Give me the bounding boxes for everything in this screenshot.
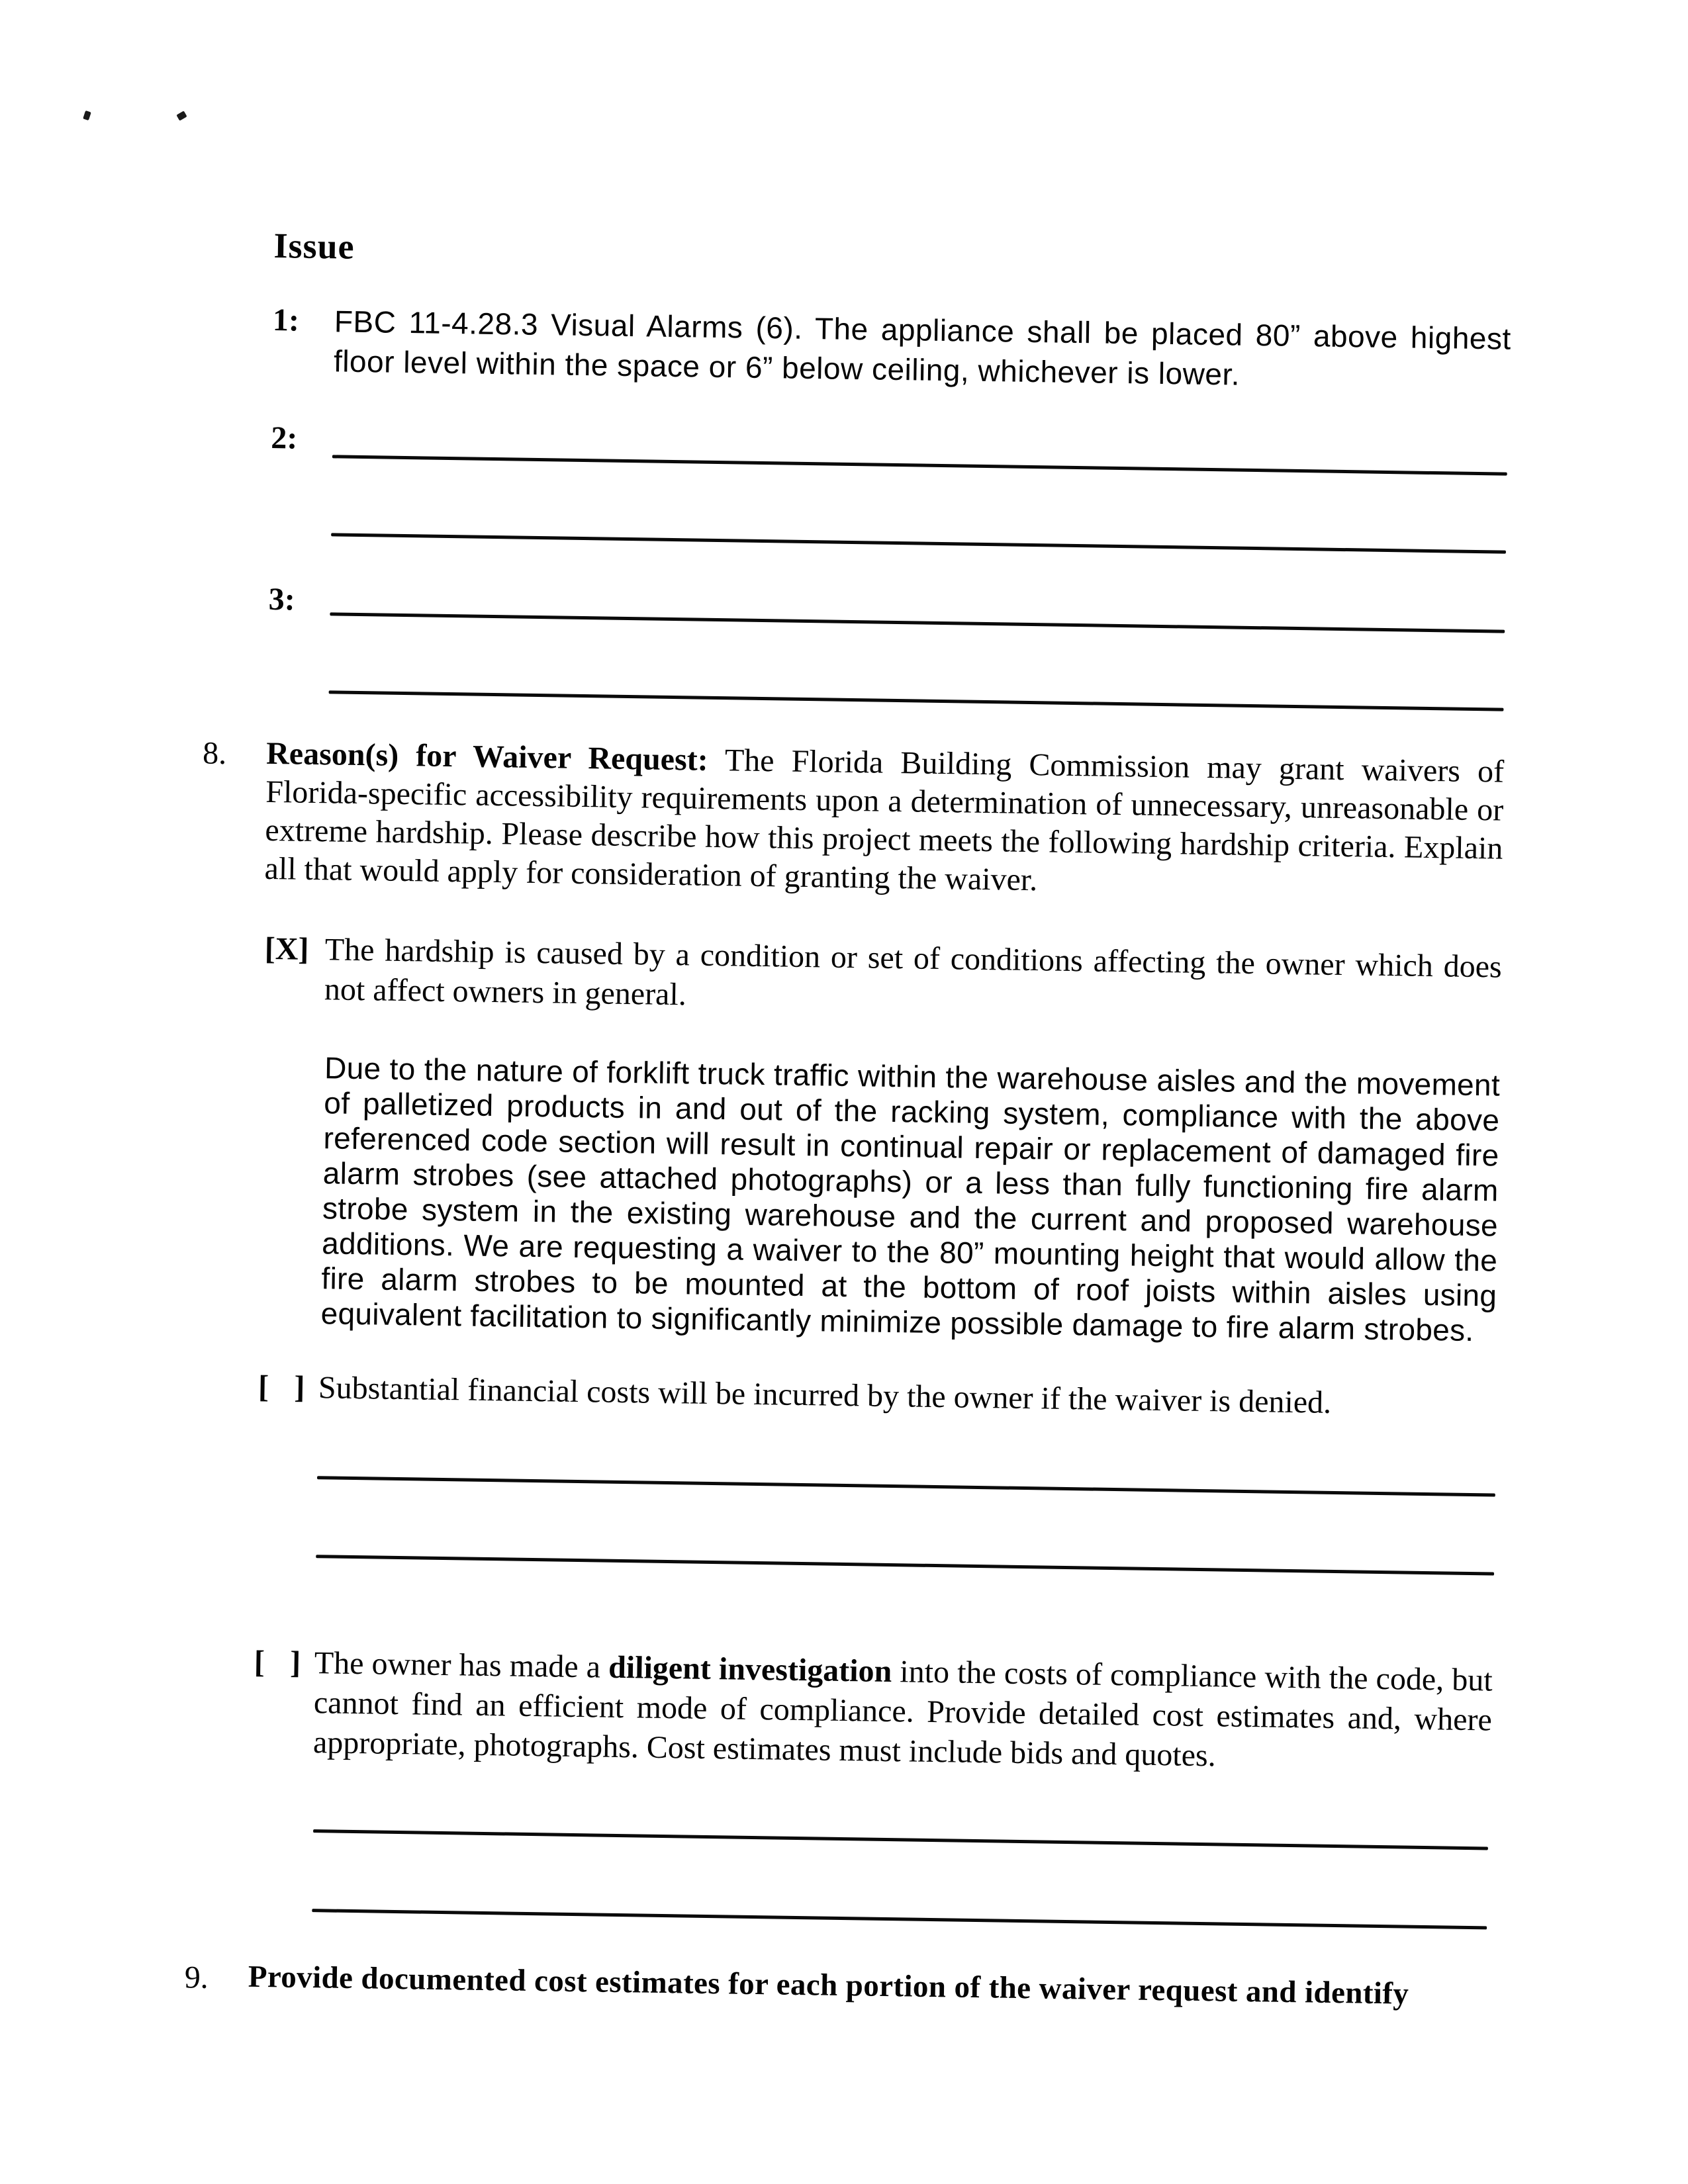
section-8-number: 8. [202,735,227,772]
diligent-blank-line-1 [313,1829,1488,1850]
issue-heading: Issue [273,226,355,267]
diligent-blank-line-2 [312,1909,1487,1929]
financial-blank-line-1 [317,1476,1495,1496]
issue-3-blank-line-1 [330,612,1505,633]
hardship-explanation-paragraph: Due to the nature of forklift truck traffic within the warehouse aisles and the movement of palletized products in and out of the racking system, compliance with the above referenced code section will result in continual repair or replacement of damaged fire alarm strobes (see attached photographs) or a less than fully functioning fire alarm strobe system in the existing warehouse and the current and proposed warehouse additions. We are requesting a waiver to the 80” mounting height that would allow the fire alarm strobes to be mounted at the bottom of roof joists within aisles using equivalent facilitation to significantly minimize possible damage to fire alarm strobes. [320,1050,1501,1348]
section-8-body-text: The Florida Building Commission may grant waivers of Florida-specific accessibility requirements upon a determination of unnecessary, unreasonable or extreme hardship. Please describe how this project meets the following hardship criteria. Explain all that would apply for consideration of granting the waiver. [264,742,1505,898]
section-8-paragraph [264,735,1504,907]
checkbox-diligent-text [313,1643,1493,1780]
checkbox-financial-mark: [ ] [258,1369,305,1405]
checkbox-hardship-text: The hardship is caused by a condition or set of conditions affecting the owner which does not affect owners in general. [324,932,1503,1013]
checkbox-diligent-mark: [ ] [254,1644,301,1680]
issue-1-text: FBC 11-4.28.3 Visual Alarms (6). The appliance shall be placed 80” above highest floor level within the space or 6” below ceiling, whichever is lower. [333,304,1512,392]
issue-3-blank-line-2 [329,690,1504,711]
diligent-text-bold: diligent investigation [608,1649,892,1690]
section-9-text: Provide documented cost estimates for each portion of the waiver request and identify [248,1959,1409,2011]
checkbox-financial-text: Substantial financial costs will be incurred by the owner if the waiver is denied. [318,1370,1332,1420]
diligent-text-pre: The owner has made a [314,1645,609,1685]
issue-3-label: 3: [268,581,296,617]
issue-2-label: 2: [270,420,298,456]
section-9-number: 9. [184,1960,209,1995]
issue-2-blank-line-1 [332,455,1507,475]
checkbox-hardship-checked-mark: [X] [264,931,309,967]
section-8-bold-lead: Reason(s) for Waiver Request: [265,735,709,778]
issue-2-blank-line-2 [331,533,1506,553]
financial-blank-line-2 [316,1555,1494,1575]
issue-1-label: 1: [272,302,300,338]
diligent-text-post: into the costs of compliance with the code, but cannot find an efficient mode of compliance. Provide detailed cost estimates and, where appropriate, photographs. Cost estimates must include bids and quotes. [312,1654,1493,1774]
